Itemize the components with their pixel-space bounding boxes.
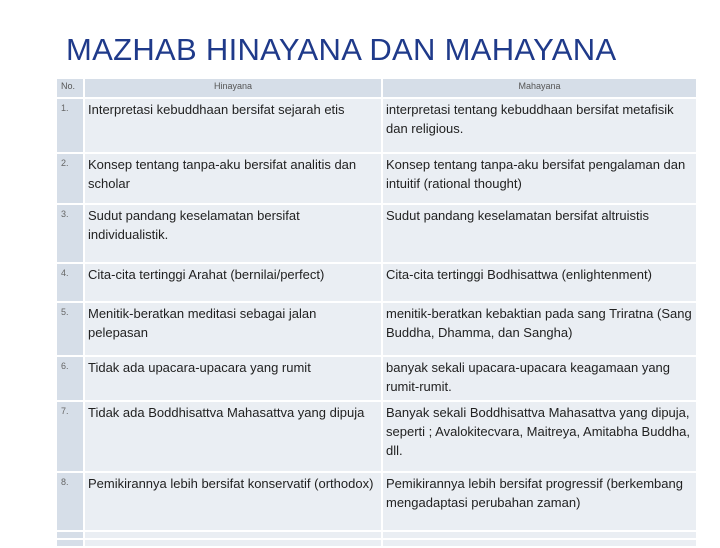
row-number: 6. — [56, 356, 84, 401]
row-number: 3. — [56, 204, 84, 263]
mahayana-cell: banyak sekali upacara-upacara keagamaan yang rumit-rumit. — [382, 356, 697, 401]
comparison-table — [55, 77, 698, 548]
hinayana-cell: Pemikirannya lebih bersifat konservatif (orthodox) — [84, 472, 382, 531]
row-number: 2. — [56, 153, 84, 204]
mahayana-cell: Banyak sekali Boddhisattva Mahasattva yang dipuja, seperti ; Avalokitecvara, Maitreya, Amitabha Buddha, dll. — [382, 401, 697, 472]
hinayana-cell: Menitik-beratkan meditasi sebagai jalan pelepasan — [84, 302, 382, 356]
mahayana-cell: Pemikirannya lebih bersifat progressif (berkembang mengadaptasi perubahan zaman) — [382, 472, 697, 531]
hinayana-cell: Tidak ada Boddhisattva Mahasattva yang dipuja — [84, 401, 382, 472]
table-row — [56, 302, 697, 356]
hinayana-cell: Sudut pandang keselamatan bersifat individualistik. — [84, 204, 382, 263]
header-hinayana: Hinayana — [84, 78, 382, 98]
mahayana-cell: menitik-beratkan kebaktian pada sang Triratna (Sang Buddha, Dhamma, dan Sangha) — [382, 302, 697, 356]
empty-cell — [56, 531, 84, 539]
row-number: 7. — [56, 401, 84, 472]
row-number: 8. — [56, 472, 84, 531]
row-number: 4. — [56, 263, 84, 302]
hinayana-cell: Interpretasi kebuddhaan bersifat sejarah etis — [84, 98, 382, 153]
table-row — [56, 204, 697, 263]
empty-row — [56, 539, 697, 547]
table-row — [56, 98, 697, 153]
hinayana-cell: Konsep tentang tanpa-aku bersifat analitis dan scholar — [84, 153, 382, 204]
mahayana-cell: Konsep tentang tanpa-aku bersifat pengalaman dan intuitif (rational thought) — [382, 153, 697, 204]
table-row — [56, 153, 697, 204]
empty-cell — [84, 539, 382, 547]
row-number: 5. — [56, 302, 84, 356]
empty-cell — [382, 539, 697, 547]
table-row — [56, 356, 697, 401]
table-header-row — [56, 78, 697, 98]
header-mahayana: Mahayana — [382, 78, 697, 98]
table-row — [56, 263, 697, 302]
mahayana-cell: Cita-cita tertinggi Bodhisattwa (enlightenment) — [382, 263, 697, 302]
mahayana-cell: Sudut pandang keselamatan bersifat altruistis — [382, 204, 697, 263]
hinayana-cell: Tidak ada upacara-upacara yang rumit — [84, 356, 382, 401]
table-row — [56, 472, 697, 531]
row-number: 1. — [56, 98, 84, 153]
hinayana-cell: Cita-cita tertinggi Arahat (bernilai/perfect) — [84, 263, 382, 302]
empty-cell — [56, 539, 84, 547]
table-row — [56, 401, 697, 472]
mahayana-cell: interpretasi tentang kebuddhaan bersifat metafisik dan religious. — [382, 98, 697, 153]
empty-row — [56, 531, 697, 539]
empty-cell — [84, 531, 382, 539]
header-no: No. — [56, 78, 84, 98]
page-title: MAZHAB HINAYANA DAN MAHAYANA — [66, 32, 617, 67]
empty-cell — [382, 531, 697, 539]
